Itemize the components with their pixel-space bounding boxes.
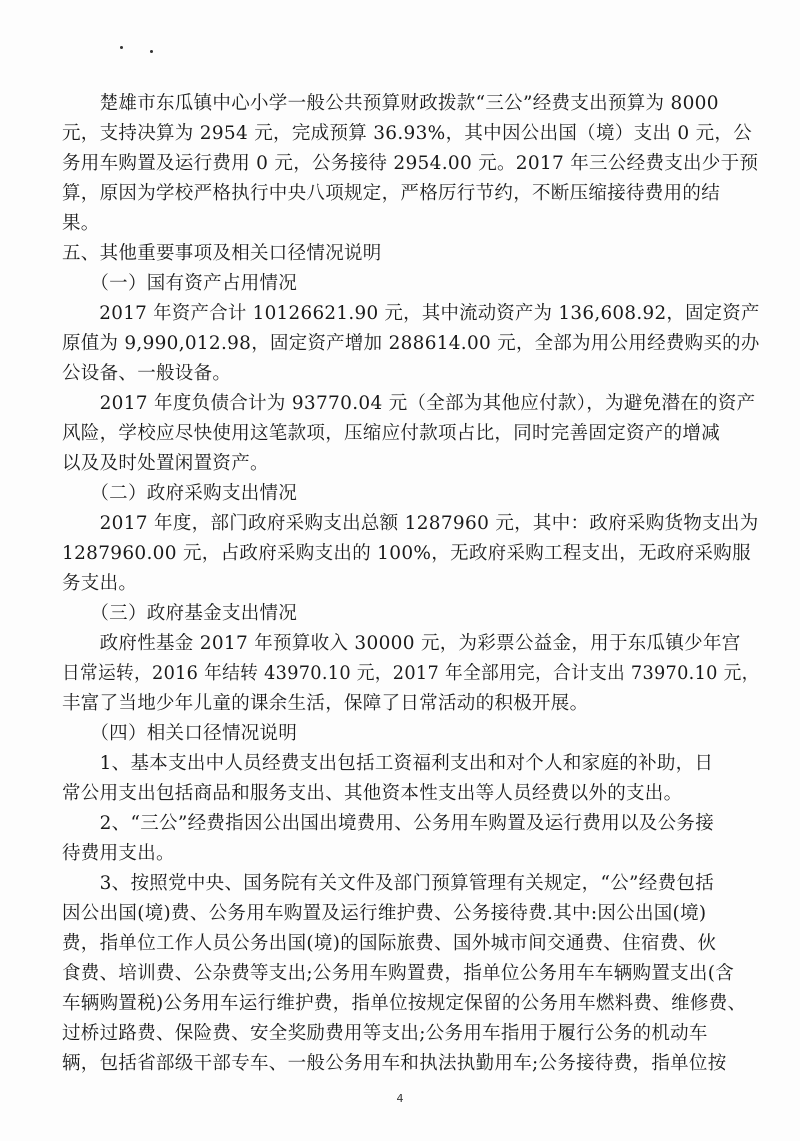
- text-line: 政府性基金 2017 年预算收入 30000 元，为彩票公益金，用于东瓜镇少年宫: [62, 633, 741, 654]
- text-line: 公设备、一般设备。: [62, 363, 232, 384]
- text-line: 车辆购置税)公务用车运行维护费，指单位按规定保留的公务用车燃料费、维修费、: [62, 993, 747, 1014]
- text-line: 务支出。: [62, 573, 138, 594]
- text-line: 以及及时处置闲置资产。: [62, 453, 269, 474]
- text-line: 1、基本支出中人员经费支出包括工资福利支出和对个人和家庭的补助，日: [62, 753, 714, 774]
- text-line: 2、“三公”经费指因公出国出境费用、公务用车购置及运行费用以及公务接: [62, 813, 714, 834]
- scan-speck: [120, 46, 123, 49]
- text-line: 果。: [62, 213, 100, 234]
- text-line: 辆，包括省部级干部专车、一般公务用车和执法执勤用车;公务接待费，指单位按: [62, 1053, 727, 1074]
- text-line: 楚雄市东瓜镇中心小学一般公共预算财政拨款“三公”经费支出预算为 8000: [62, 93, 719, 114]
- text-line: 风险，学校应尽快使用这笔款项，压缩应付款项占比，同时完善固定资产的增减: [62, 423, 721, 444]
- text-line: 原值为 9,990,012.98，固定资产增加 288614.00 元，全部为用公用经费购买的办: [62, 333, 760, 354]
- text-line: 算，原因为学校严格执行中央八项规定，严格厉行节约，不断压缩接待费用的结: [62, 183, 721, 204]
- text-line: 务用车购置及运行费用 0 元，公务接待 2954.00 元。2017 年三公经费支出少于预: [62, 153, 759, 174]
- text-line: 丰富了当地少年儿童的课余生活，保障了日常活动的积极开展。: [62, 693, 589, 714]
- text-line: 常公用支出包括商品和服务支出、其他资本性支出等人员经费以外的支出。: [62, 783, 683, 804]
- text-line: 过桥过路费、保险费、安全奖励费用等支出;公务用车指用于履行公务的机动车: [62, 1023, 708, 1044]
- text-line: 元，支持决算为 2954 元，完成预算 36.93%，其中因公出国（境）支出 0 元，公: [62, 123, 752, 144]
- text-line: 2017 年度，部门政府采购支出总额 1287960 元，其中：政府采购货物支出为: [62, 513, 759, 534]
- text-line: 待费用支出。: [62, 843, 175, 864]
- page-number: 4: [396, 1092, 404, 1105]
- subsection-heading: （三）政府基金支出情况: [62, 603, 298, 624]
- subsection-heading: （一）国有资产占用情况: [62, 273, 298, 294]
- text-line: 日常运转，2016 年结转 43970.10 元，2017 年全部用完，合计支出 73970.10 元，: [62, 663, 760, 684]
- subsection-heading: （二）政府采购支出情况: [62, 483, 298, 504]
- text-line: 因公出国(境)费、公务用车购置及运行维护费、公务接待费.其中:因公出国(境): [62, 903, 707, 924]
- text-line: 1287960.00 元，占政府采购支出的 100%，无政府采购工程支出，无政府采购服: [62, 543, 751, 564]
- section-heading: 五、其他重要事项及相关口径情况说明: [62, 243, 382, 264]
- text-line: 2017 年资产合计 10126621.90 元，其中流动资产为 136,608.92，固定资产: [62, 303, 760, 324]
- subsection-heading: （四）相关口径情况说明: [62, 723, 298, 744]
- text-line: 2017 年度负债合计为 93770.04 元（全部为其他应付款），为避免潜在的资产: [62, 393, 756, 414]
- text-line: 费，指单位工作人员公务出国(境)的国际旅费、国外城市间交通费、住宿费、伙: [62, 933, 717, 954]
- scan-speck: [150, 50, 153, 53]
- text-line: 3、按照党中央、国务院有关文件及部门预算管理有关规定，“公”经费包括: [62, 873, 714, 894]
- text-line: 食费、培训费、公杂费等支出;公务用车购置费，指单位公务用车车辆购置支出(含: [62, 963, 735, 984]
